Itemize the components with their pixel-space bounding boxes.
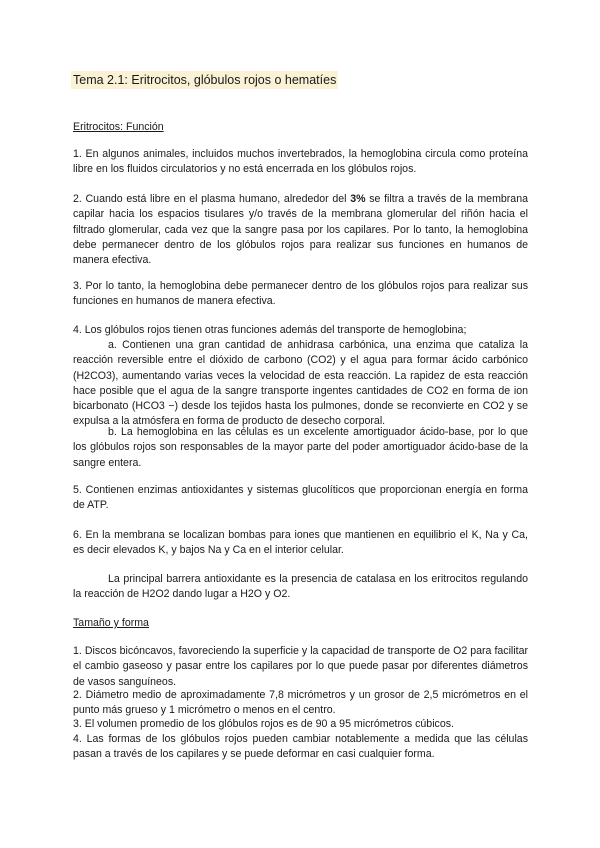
paragraph-6: 6. En la membrana se localizan bombas para iones que mantienen en equilibrio el K, Na y Ca, es decir elevados K, y bajos Na y Ca en el interior celular. [73,529,528,557]
paragraph-7: La principal barrera antioxidante es la presencia de catalasa en los eritrocitos regulando la reacción de H2O2 dando lugar a H2O y O2. [73,573,528,601]
paragraph-2 [73,192,528,268]
size-item-3: 3. El volumen promedio de los glóbulos rojos es de 90 a 95 micrómetros cúbicos. [73,718,454,730]
section-heading-tamano: Tamaño y forma [73,617,149,629]
paragraph-2-start: 2. Cuando está libre en el plasma humano, alrededor del [73,193,351,205]
paragraph-1: 1. En algunos animales, incluidos muchos invertebrados, la hemoglobina circula como proteína libre en los fluidos circulatorios y no está encerrada en los glóbulos rojos. [73,148,528,176]
size-item-4: 4. Las formas de los glóbulos rojos pueden cambiar notablemente a medida que las células pasan a través de los capilares y se puede deformar en casi cualquier forma. [73,733,528,761]
paragraph-4: 4. Los glóbulos rojos tienen otras funciones además del transporte de hemoglobina; [73,324,467,336]
size-item-1: 1. Discos bicóncavos, favoreciendo la superficie y la capacidad de transporte de O2 para facilitar el cambio gaseoso y pasar entre los capilares por lo que puede pasar por diferentes diámetros de vasos sanguíneos. [73,645,528,688]
paragraph-4b: b. La hemoglobina en las células es un excelente amortiguador ácido-base, por lo que los glóbulos rojos son responsables de la mayor parte del poder amortiguador ácido-base de la sangre entera. [73,426,528,469]
size-item-2: 2. Diámetro medio de aproximadamente 7,8 micrómetros y un grosor de 2,5 micrómetros en el punto más grueso y 1 micrómetro o menos en el centro. [73,689,528,717]
paragraph-4a: a. Contienen una gran cantidad de anhidrasa carbónica, una enzima que cataliza la reacción reversible entre el dióxido de carbono (CO2) y el agua para formar ácido carbónico (H2CO3), aumentando varias veces la velocidad de esta reacción. La rapidez de esta reacción hace posible que el agua de la sangre transporte ingentes cantidades de CO2 en forma de ion bicarbonato (HCO3 −) desde los tejidos hasta los pulmones, donde se reconvierte en CO2 y se expulsa a la atmósfera en forma de producto de desecho corporal. [73,339,528,428]
paragraph-3: 3. Por lo tanto, la hemoglobina debe permanecer dentro de los glóbulos rojos para realizar sus funciones en humanos de manera efectiva. [73,280,528,308]
document-title: Tema 2.1: Eritrocitos, glóbulos rojos o hematíes [73,73,337,87]
section-heading-funcion: Eritrocitos: Función [73,121,164,133]
paragraph-2-end: se filtra a través de la membrana capilar hacia los espacios tisulares y/o través de la membrana glomerular del riñón hacia el filtrado glomerular, cada vez que la sangre pasa por los capilares. Por lo tanto, la hemoglobina debe permanecer dentro de los glóbulos rojos para realizar sus funciones en humanos de manera efectiva. [73,193,528,267]
paragraph-2-bold: 3% [350,193,366,205]
paragraph-5: 5. Contienen enzimas antioxidantes y sistemas glucolíticos que proporcionan energía en forma de ATP. [73,484,528,512]
